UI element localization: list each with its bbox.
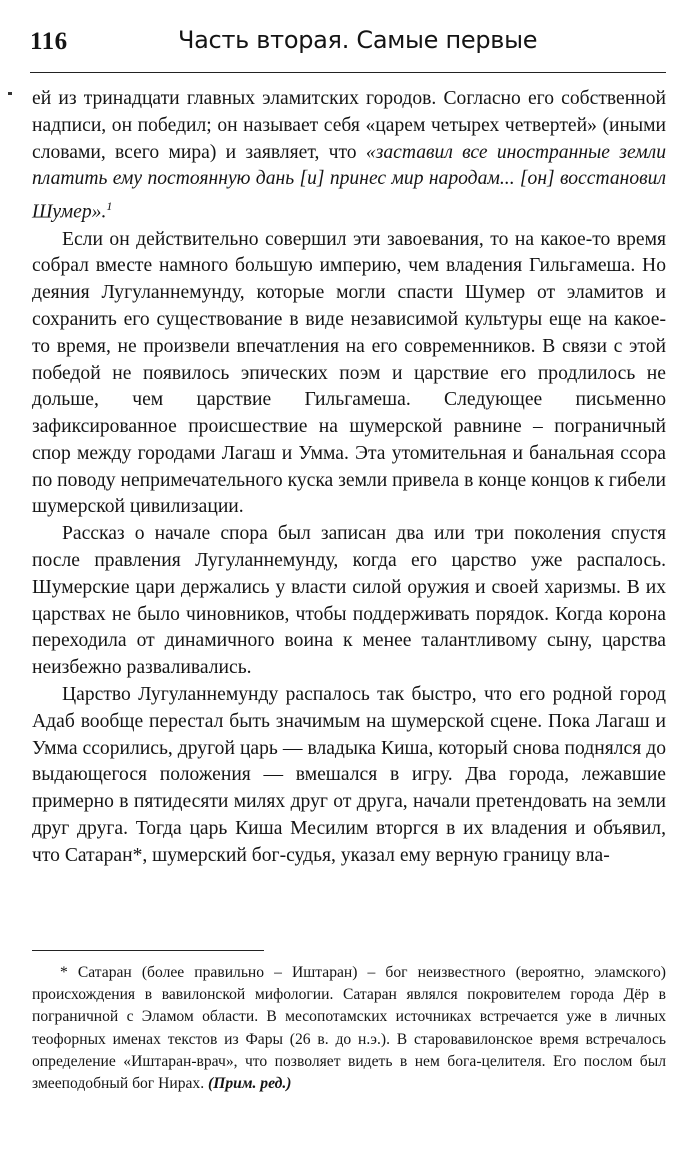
note-reference: 1 [106, 199, 113, 214]
paragraph-1-text: ей из тринадцати главных эламитских городов. Согласно его собственной надписи, он победил; он называет себя «царем четырех четвертей» (иными словами, всего мира) и заявляет, что [32, 88, 666, 163]
inscription-quote: «заставил все иностранные земли платить ему постоянную дань [и] принес мир народам... [он] восстановил Шумер». [32, 141, 667, 223]
footnote-rule [32, 950, 264, 951]
body-text [32, 86, 666, 870]
paragraph-4: Царство Лугуланнемунду распалось так быстро, что его родной город Адаб вообще перестал быть значимым на шумерской сцене. Пока Лагаш и Умма ссорились, другой царь — владыка Киша, который снова поднялся до выдающегося положения — вмешался в игру. Два города, лежавшие примерно в пятидесяти милях друг от друга, начали претендовать на земли друг друга. Тогда царь Киша Месилим вторгся в их владения и объявил, что Сатаран*, шумерский бог-судья, указал ему верную границу вла- [32, 684, 666, 866]
footnote-text: * Сатаран (более правильно – Иштаран) – бог неизвестного (вероятно, эламского) происхождения в вавилонской мифологии. Сатаран являлся покровителем города Дёр в пограничной с Эламом области. В месопотамских источниках встречается уже в личных теофорных именах текстов из Фары (26 в. до н.э.). В старовавилонское время встречалось определение «Иштаран-врач», что позволяет видеть в нем бога-целителя. Его послом был змееподобный бог Нирах. [32, 964, 666, 1093]
paragraph-3: Рассказ о начале спора был записан два или три поколения спустя после правления Лугуланнемунду, когда его царство уже распалось. Шумерские цари держались у власти силой оружия и своей харизмы. В их царствах не было чиновников, чтобы поддерживать порядок. Когда корона переходила от динамичного воина к менее талантливому сыну, царства неизбежно разваливались. [32, 523, 666, 679]
editor-note: (Прим. ред.) [208, 1075, 292, 1093]
header-rule [30, 72, 666, 73]
page-number: 116 [30, 28, 68, 55]
page-header [30, 22, 670, 62]
paragraph-2: Если он действительно совершил эти завоевания, то на какое-то время собрал вместе намного большую империю, чем владения Гильгамеша. Но деяния Лугуланнемунду, которые могли спасти Шумер от эламитов и сохранить его существование в виде независимой культуры еще на какое-то время, не произвели впечатления на его современников. В связи с этой победой не появилось эпических поэм и царствие его продлилось не дольше, чем царствие Гильгамеша. Следующее письменно зафиксированное происшествие на шумерской равнине – пограничный спор между городами Лагаш и Умма. Эта утомительная и банальная ссора по поводу непримечательного куска земли привела в конце концов к гибели шумерской цивилизации. [32, 228, 666, 518]
scan-mark [8, 92, 12, 95]
paragraph-1 [32, 86, 666, 227]
footnote [32, 962, 666, 1095]
running-title: Часть вторая. Самые первые [178, 26, 538, 54]
